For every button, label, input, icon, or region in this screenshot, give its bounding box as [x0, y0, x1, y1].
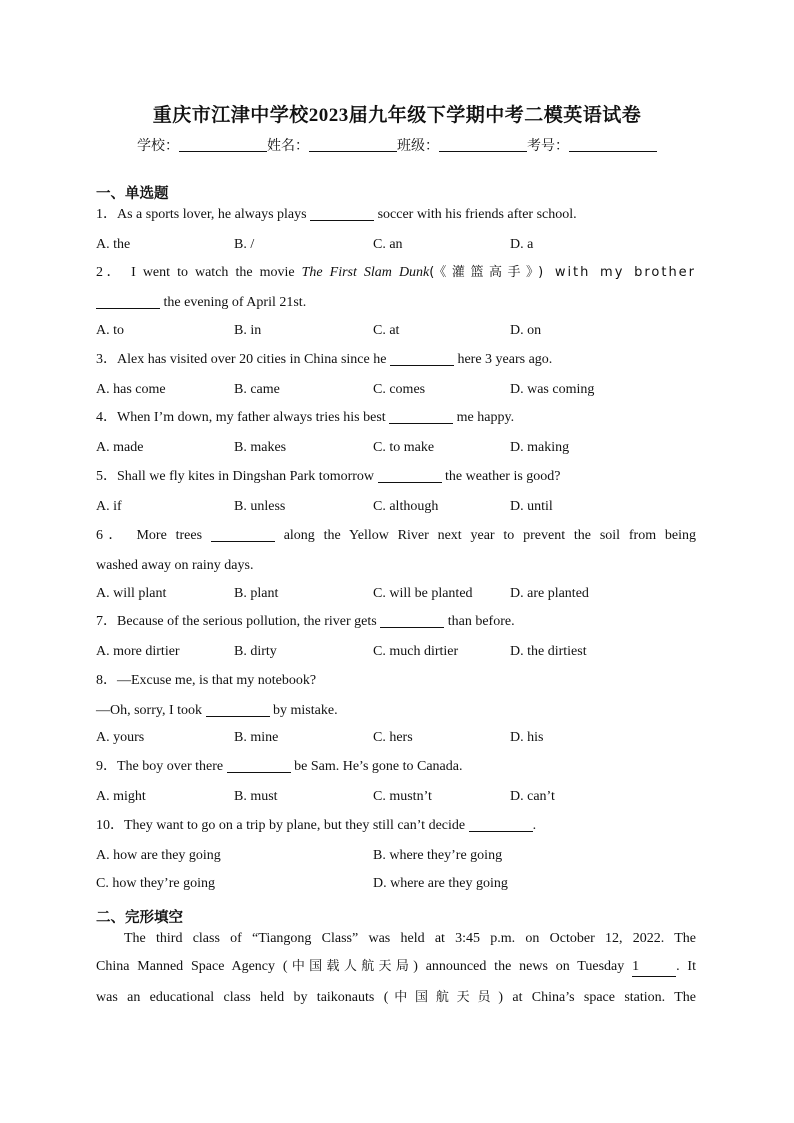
option-d[interactable]: D. the dirtiest [510, 644, 587, 659]
name-label: 姓名： [267, 138, 309, 154]
cloze-line-2 [96, 958, 696, 977]
question-text: the evening of April 21st. [163, 295, 307, 310]
question-9 [96, 758, 696, 776]
answer-blank [206, 702, 270, 717]
option-c[interactable]: C. much dirtier [373, 644, 459, 659]
cloze-text: ) announced the news on Tuesday [413, 959, 625, 974]
options-q5 [96, 498, 696, 516]
options-q2 [96, 322, 696, 340]
question-text: along the Yellow River next year to prevent the soil from being [283, 528, 697, 543]
cloze-chinese-note: 中国航天员 [388, 990, 499, 1005]
question-text: —Excuse me, is that my notebook? [117, 673, 317, 688]
option-a[interactable]: A. will plant [96, 586, 167, 601]
cloze-blank-1: 1 [632, 958, 676, 977]
school-blank[interactable] [179, 137, 267, 152]
options-q7 [96, 643, 696, 661]
cloze-text: ) at China’s space station. The [498, 990, 696, 1005]
question-text: . [532, 818, 537, 833]
option-d[interactable]: D. can’t [510, 789, 555, 804]
option-b[interactable]: B. came [234, 382, 280, 397]
question-number: 8． [96, 673, 117, 688]
question-text: —Oh, sorry, I took [96, 703, 203, 718]
question-1 [96, 206, 696, 224]
question-number: 10． [96, 818, 124, 833]
option-a[interactable]: A. to [96, 323, 124, 338]
option-b[interactable]: B. where they’re going [373, 848, 503, 863]
cloze-text: was an educational class held by taikonauts ( [96, 990, 389, 1005]
option-c[interactable]: C. at [373, 323, 400, 338]
answer-blank [227, 758, 291, 773]
option-c[interactable]: C. hers [373, 730, 413, 745]
question-10 [96, 817, 696, 835]
option-c[interactable]: C. an [373, 237, 403, 252]
answer-blank [390, 351, 454, 366]
cloze-line-1: The third class of “Tiangong Class” was held at 3:45 p.m. on October 12, 2022. The [124, 931, 696, 946]
question-2-line-1 [96, 264, 696, 282]
cloze-chinese-note: 中国载人航天局 [287, 959, 414, 974]
name-blank[interactable] [309, 137, 397, 152]
question-number: 3． [96, 352, 117, 367]
question-2-line-2 [96, 294, 696, 312]
student-info-line [0, 135, 794, 155]
options-q4 [96, 439, 696, 457]
class-blank[interactable] [439, 137, 527, 152]
option-b[interactable]: B. plant [234, 586, 279, 601]
option-d[interactable]: D. until [510, 499, 553, 514]
option-a[interactable]: A. might [96, 789, 146, 804]
answer-blank [389, 409, 453, 424]
answer-blank [378, 468, 442, 483]
answer-blank [310, 206, 374, 221]
question-text: me happy. [456, 410, 515, 425]
question-number: 9． [96, 759, 117, 774]
movie-title: The First Slam Dunk [301, 265, 430, 280]
option-a[interactable]: A. the [96, 237, 131, 252]
option-d[interactable]: D. was coming [510, 382, 595, 397]
option-b[interactable]: B. / [234, 237, 255, 252]
option-c[interactable]: C. how they’re going [96, 876, 215, 891]
option-c[interactable]: C. although [373, 499, 439, 514]
options-q8 [96, 729, 696, 747]
question-number: 5． [96, 469, 117, 484]
option-a[interactable]: A. yours [96, 730, 145, 745]
option-a[interactable]: A. more dirtier [96, 644, 180, 659]
option-d[interactable]: D. a [510, 237, 534, 252]
question-3 [96, 351, 696, 369]
option-a[interactable]: A. made [96, 440, 144, 455]
question-7 [96, 613, 696, 631]
options-q6 [96, 585, 696, 603]
question-4 [96, 409, 696, 427]
options-q10-row-1 [96, 847, 696, 865]
question-6-line-1 [96, 527, 696, 545]
option-b[interactable]: B. mine [234, 730, 279, 745]
option-a[interactable]: A. how are they going [96, 848, 221, 863]
section-heading-single-choice: 一、单选题 [96, 186, 169, 202]
question-text: They want to go on a trip by plane, but they still can’t decide [124, 818, 466, 833]
question-text: Alex has visited over 20 cities in China since he [117, 352, 387, 367]
question-number: 6． [96, 528, 128, 543]
answer-blank [380, 613, 444, 628]
option-a[interactable]: A. if [96, 499, 122, 514]
question-text: (《灌篮高手》) with my brother [429, 265, 697, 280]
question-text: the weather is good? [445, 469, 561, 484]
section-heading-cloze: 二、完形填空 [96, 910, 183, 926]
question-text: Because of the serious pollution, the river gets [117, 614, 377, 629]
options-q10-row-2 [96, 875, 696, 893]
option-a[interactable]: A. has come [96, 382, 166, 397]
question-5 [96, 468, 696, 486]
option-d[interactable]: D. on [510, 323, 542, 338]
option-d[interactable]: D. making [510, 440, 570, 455]
number-label: 考号： [527, 138, 569, 154]
question-text: soccer with his friends after school. [377, 207, 577, 222]
option-b[interactable]: B. dirty [234, 644, 277, 659]
question-text: by mistake. [273, 703, 338, 718]
option-b[interactable]: B. unless [234, 499, 286, 514]
question-text: As a sports lover, he always plays [117, 207, 307, 222]
question-8-line-1 [96, 672, 696, 690]
option-d[interactable]: D. are planted [510, 586, 589, 601]
options-q3 [96, 381, 696, 399]
option-d[interactable]: D. his [510, 730, 544, 745]
question-text: More trees [136, 528, 203, 543]
class-label: 班级： [397, 138, 439, 154]
exam-title: 重庆市江津中学校2023届九年级下学期中考二模英语试卷 [152, 105, 642, 126]
question-text: The boy over there [117, 759, 224, 774]
question-text: than before. [447, 614, 515, 629]
question-text: I went to watch the movie [131, 265, 295, 280]
option-c[interactable]: C. will be planted [373, 586, 473, 601]
option-b[interactable]: B. must [234, 789, 278, 804]
question-number: 7． [96, 614, 117, 629]
question-number: 1． [96, 207, 117, 222]
question-number: 2． [96, 265, 125, 280]
question-6-line-2: washed away on rainy days. [96, 558, 254, 573]
school-label: 学校： [137, 138, 179, 154]
question-text: here 3 years ago. [457, 352, 553, 367]
question-8-line-2 [96, 702, 696, 720]
options-q1 [96, 236, 696, 254]
answer-blank [211, 527, 275, 542]
option-c[interactable]: C. comes [373, 382, 426, 397]
cloze-text: China Manned Space Agency ( [96, 959, 288, 974]
cloze-line-3 [96, 989, 696, 1007]
question-text: When I’m down, my father always tries his best [117, 410, 386, 425]
option-b[interactable]: B. in [234, 323, 262, 338]
cloze-text: . It [676, 959, 696, 974]
question-text: Shall we fly kites in Dingshan Park tomorrow [117, 469, 375, 484]
question-number: 4． [96, 410, 117, 425]
option-c[interactable]: C. to make [373, 440, 435, 455]
question-text: be Sam. He’s gone to Canada. [294, 759, 463, 774]
number-blank[interactable] [569, 137, 657, 152]
answer-blank [469, 817, 533, 832]
option-b[interactable]: B. makes [234, 440, 287, 455]
options-q9 [96, 788, 696, 806]
answer-blank [96, 294, 160, 309]
option-d[interactable]: D. where are they going [373, 876, 508, 891]
option-c[interactable]: C. mustn’t [373, 789, 432, 804]
